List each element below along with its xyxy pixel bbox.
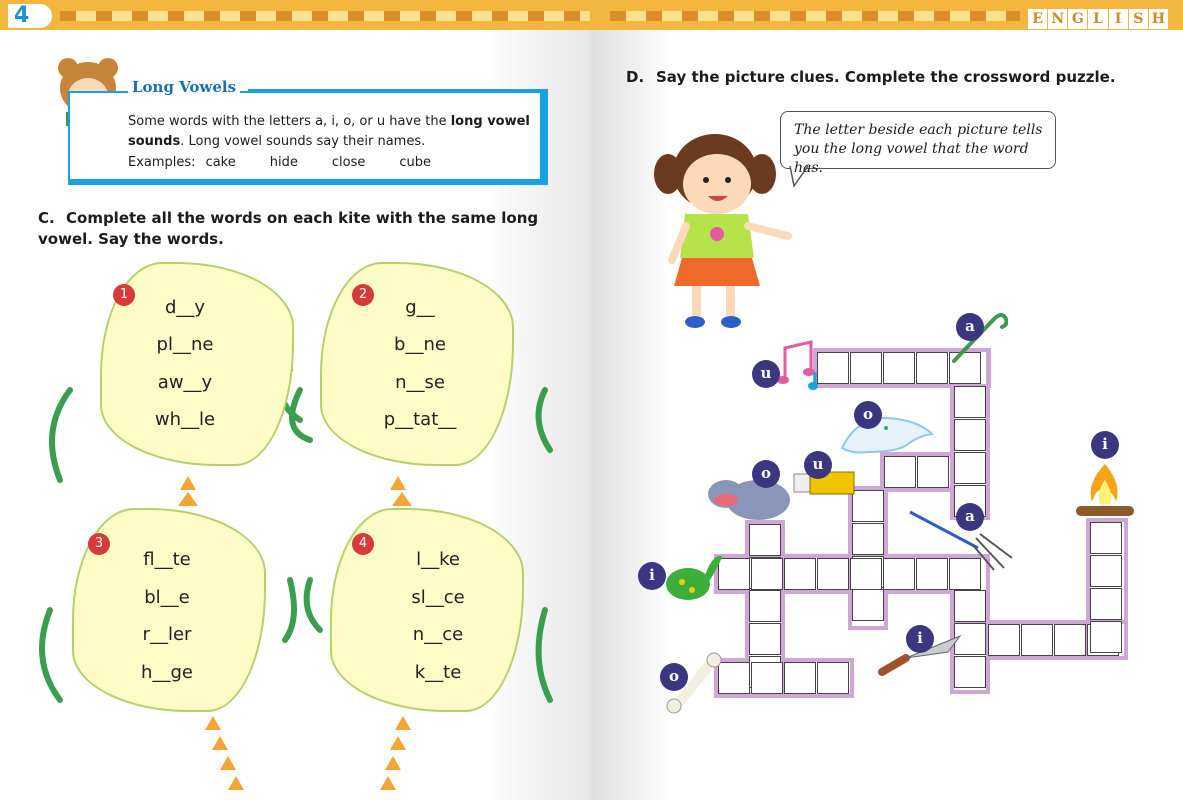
subject-letter: H [1149,9,1168,29]
kite-word: n__se [395,372,445,393]
crossword-cell[interactable] [784,558,816,590]
subject-letter: S [1129,9,1148,29]
kite-word: sl__ce [411,587,465,608]
clue-vowel-badge: u [752,360,780,388]
example-word: hide [269,155,298,170]
example-word: close [331,155,366,170]
kite-word: p__tat__ [383,409,457,430]
subject-letter: N [1048,9,1067,29]
page-number: 4 [8,4,52,28]
dinosaur-icon [660,546,724,610]
crossword-cell[interactable] [751,662,783,694]
subject-letter: L [1088,9,1107,29]
header-stripe-right [610,11,1020,21]
crossword-cell[interactable] [917,456,949,488]
section-d-label: D. [626,68,645,86]
kite-number-badge: 2 [352,284,374,306]
clue-vowel-badge: a [956,313,984,341]
clue-vowel-badge: i [906,625,934,653]
crossword-cell[interactable] [817,662,849,694]
subject-letter: G [1068,9,1087,29]
crossword-cell[interactable] [749,524,781,556]
clue-vowel-badge: i [638,562,666,590]
kite-word: r__ler [142,624,192,645]
crossword-cell[interactable] [1090,522,1122,554]
kite-word: g__ [405,297,435,318]
crossword-cell[interactable] [916,352,948,384]
crossword-cell[interactable] [784,662,816,694]
ghost-icon [838,412,938,456]
kite-word: aw__y [157,372,213,393]
crossword-cell[interactable] [852,523,884,555]
subject-letter: I [1109,9,1128,29]
section-c-instruction [38,208,578,250]
kite-number-badge: 4 [352,533,374,555]
crossword-cell[interactable] [749,590,781,622]
crossword-cell[interactable] [884,456,916,488]
rule-box-title-line [248,89,548,91]
subject-label [1028,9,1168,29]
kite-word: n__ce [412,624,464,645]
crossword-cell[interactable] [988,624,1020,656]
rule-text-bold: long vowel sounds [128,114,530,149]
campfire-icon [1072,458,1138,522]
crossword-cell[interactable] [1054,624,1086,656]
rule-text-part1: Some words with the letters a, i, o, or u have the [128,114,451,129]
section-c-label: C. [38,209,55,227]
example-word: cake [205,155,236,170]
section-c-text: Complete all the words on each kite with the same long vowel. Say the words. [38,209,539,248]
hippo-icon [706,472,792,524]
kite-word: bl__e [144,587,190,608]
subject-letter: E [1028,9,1047,29]
rule-box-text [128,112,538,152]
clue-vowel-badge: i [1091,431,1119,459]
kite-word: l__ke [416,549,460,570]
kite-number-badge: 1 [113,284,135,306]
crossword-cell[interactable] [883,352,915,384]
section-d-text: Say the picture clues. Complete the crossword puzzle. [656,68,1116,86]
example-word: cube [399,155,431,170]
crossword-cell[interactable] [852,589,884,621]
clue-vowel-badge: a [956,503,984,531]
kite-word: h__ge [141,662,193,683]
kite-2 [320,262,514,466]
kite-word: k__te [414,662,462,683]
section-d-instruction [626,68,1116,86]
kite-word: wh__le [154,409,216,430]
kite-word: b__ne [394,334,446,355]
crossword-cell[interactable] [1090,621,1122,653]
music-notes-icon [775,338,825,394]
crossword-cell[interactable] [954,452,986,484]
rule-text-part2: . Long vowel sounds say their names. [180,134,426,149]
crossword-cell[interactable] [817,558,849,590]
kite-word: fl__te [143,549,191,570]
crossword-cell[interactable] [1090,555,1122,587]
crossword-cell[interactable] [850,352,882,384]
crossword-cell[interactable] [1090,588,1122,620]
kite-number-badge: 3 [88,533,110,555]
kite-word: pl__ne [156,334,214,355]
clue-vowel-badge: o [660,663,688,691]
examples-label: Examples: [128,155,196,170]
clue-vowel-badge: o [752,460,780,488]
crossword-cell[interactable] [954,419,986,451]
crossword-cell[interactable] [850,558,882,590]
crossword-cell[interactable] [1021,624,1053,656]
clue-vowel-badge: u [804,451,832,479]
crossword-cell[interactable] [751,558,783,590]
crossword-cell[interactable] [954,590,986,622]
rule-box-title: Long Vowels [128,78,240,96]
header-stripe-left [60,11,590,21]
clue-vowel-badge: o [854,401,882,429]
examples-row [128,155,431,170]
girl-illustration [650,130,800,340]
crossword-cell[interactable] [749,623,781,655]
kite-word: d__y [164,297,206,318]
speech-text: The letter beside each picture tells you the long vowel that the word has. [794,122,1043,176]
crossword-cell[interactable] [954,386,986,418]
